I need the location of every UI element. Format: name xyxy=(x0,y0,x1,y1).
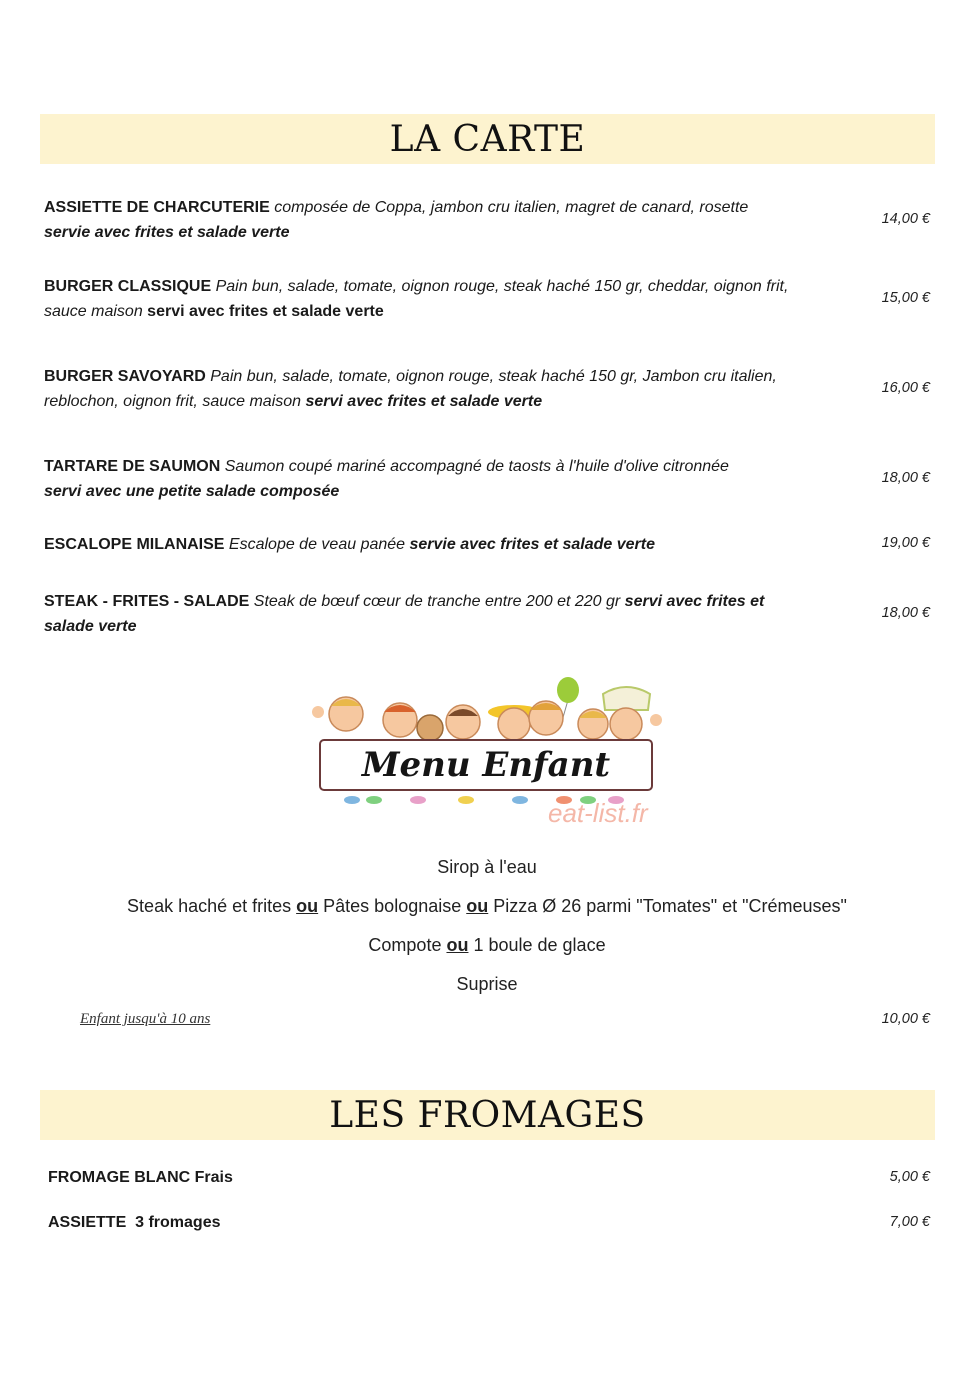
cheese-item xyxy=(48,1169,930,1187)
item-price: 18,00 € xyxy=(881,605,930,621)
item-price: 14,00 € xyxy=(881,211,930,227)
kids-main-choices xyxy=(0,896,974,917)
cheese-price: 5,00 € xyxy=(889,1169,930,1185)
item-price: 16,00 € xyxy=(881,380,930,396)
kids-choice-text: Pâtes bolognaise xyxy=(318,896,467,916)
item-description: composée de Coppa, jambon cru italien, magret de canard, rosette xyxy=(269,199,749,216)
menu-item xyxy=(44,532,930,557)
kids-drink: Sirop à l'eau xyxy=(437,857,537,877)
kids-choice-text: Pizza Ø 26 parmi "Tomates" et "Crémeuses" xyxy=(488,896,847,916)
item-name: STEAK - FRITES - SALADE xyxy=(44,593,250,610)
cheese-name: FROMAGE BLANC Frais xyxy=(48,1169,233,1186)
kids-choice-text: 1 boule de glace xyxy=(468,935,606,955)
item-description: Pain bun, salade, tomate, oignon rouge, steak haché 150 gr, cheddar, oignon frit, sauce maison xyxy=(44,278,789,320)
item-served-with: servi avec frites et salade verte xyxy=(44,593,765,635)
section-header-fromages xyxy=(40,1090,935,1140)
item-description: Steak de bœuf cœur de tranche entre 200 et 220 gr xyxy=(249,593,625,610)
item-name: ESCALOPE MILANAISE xyxy=(44,536,225,553)
cheese-price: 7,00 € xyxy=(889,1214,930,1230)
menu-item xyxy=(44,364,930,414)
kids-or-text: ou xyxy=(446,935,469,955)
section-title-fromages: LES FROMAGES xyxy=(329,1094,646,1136)
cheese-item xyxy=(48,1214,930,1232)
item-served-with: servie avec frites et salade verte xyxy=(44,224,290,241)
menu-item xyxy=(44,274,930,324)
section-title-carte: LA CARTE xyxy=(389,118,586,160)
kids-menu-price: 10,00 € xyxy=(881,1011,930,1027)
item-name: ASSIETTE DE CHARCUTERIE xyxy=(44,199,270,216)
cheese-name: ASSIETTE 3 fromages xyxy=(48,1214,221,1231)
cake-icon xyxy=(603,687,650,710)
item-price: 18,00 € xyxy=(881,470,930,486)
item-served-with: servie avec frites et salade verte xyxy=(409,536,655,553)
item-served-with: servi avec frites et salade verte xyxy=(147,303,384,320)
menu-item xyxy=(44,195,930,245)
balloon-icon xyxy=(557,677,579,703)
kids-age-limit: Enfant jusqu'à 10 ans xyxy=(80,1011,211,1027)
menu-item xyxy=(44,454,930,504)
kids-dessert-choices xyxy=(0,935,974,956)
section-header-carte xyxy=(40,114,935,164)
item-name: TARTARE DE SAUMON xyxy=(44,458,221,475)
kids-or-text: ou xyxy=(296,896,319,916)
item-served-with: servi avec une petite salade composée xyxy=(44,483,340,500)
item-description: Saumon coupé mariné accompagné de taosts à l'huile d'olive citronnée xyxy=(220,458,729,475)
item-description: Escalope de veau panée xyxy=(224,536,410,553)
item-price: 15,00 € xyxy=(881,290,930,306)
item-name: BURGER SAVOYARD xyxy=(44,368,206,385)
item-name: BURGER CLASSIQUE xyxy=(44,278,212,295)
menu-item xyxy=(44,589,930,639)
item-served-with: servi avec frites et salade verte xyxy=(305,393,543,410)
kids-or-text: ou xyxy=(466,896,489,916)
kids-menu-logo xyxy=(298,676,678,832)
kids-logo-text: Menu Enfant xyxy=(361,745,611,785)
watermark-text: eat-list.fr xyxy=(548,798,648,828)
item-price: 19,00 € xyxy=(881,535,930,551)
kids-surprise: Suprise xyxy=(456,974,518,994)
kids-choice-text: Steak haché et frites xyxy=(127,896,297,916)
kids-choice-text: Compote xyxy=(368,935,447,955)
item-description: Pain bun, salade, tomate, oignon rouge, steak haché 150 gr, Jambon cru italien, reblochon, oignon frit, sauce maison xyxy=(44,368,777,410)
